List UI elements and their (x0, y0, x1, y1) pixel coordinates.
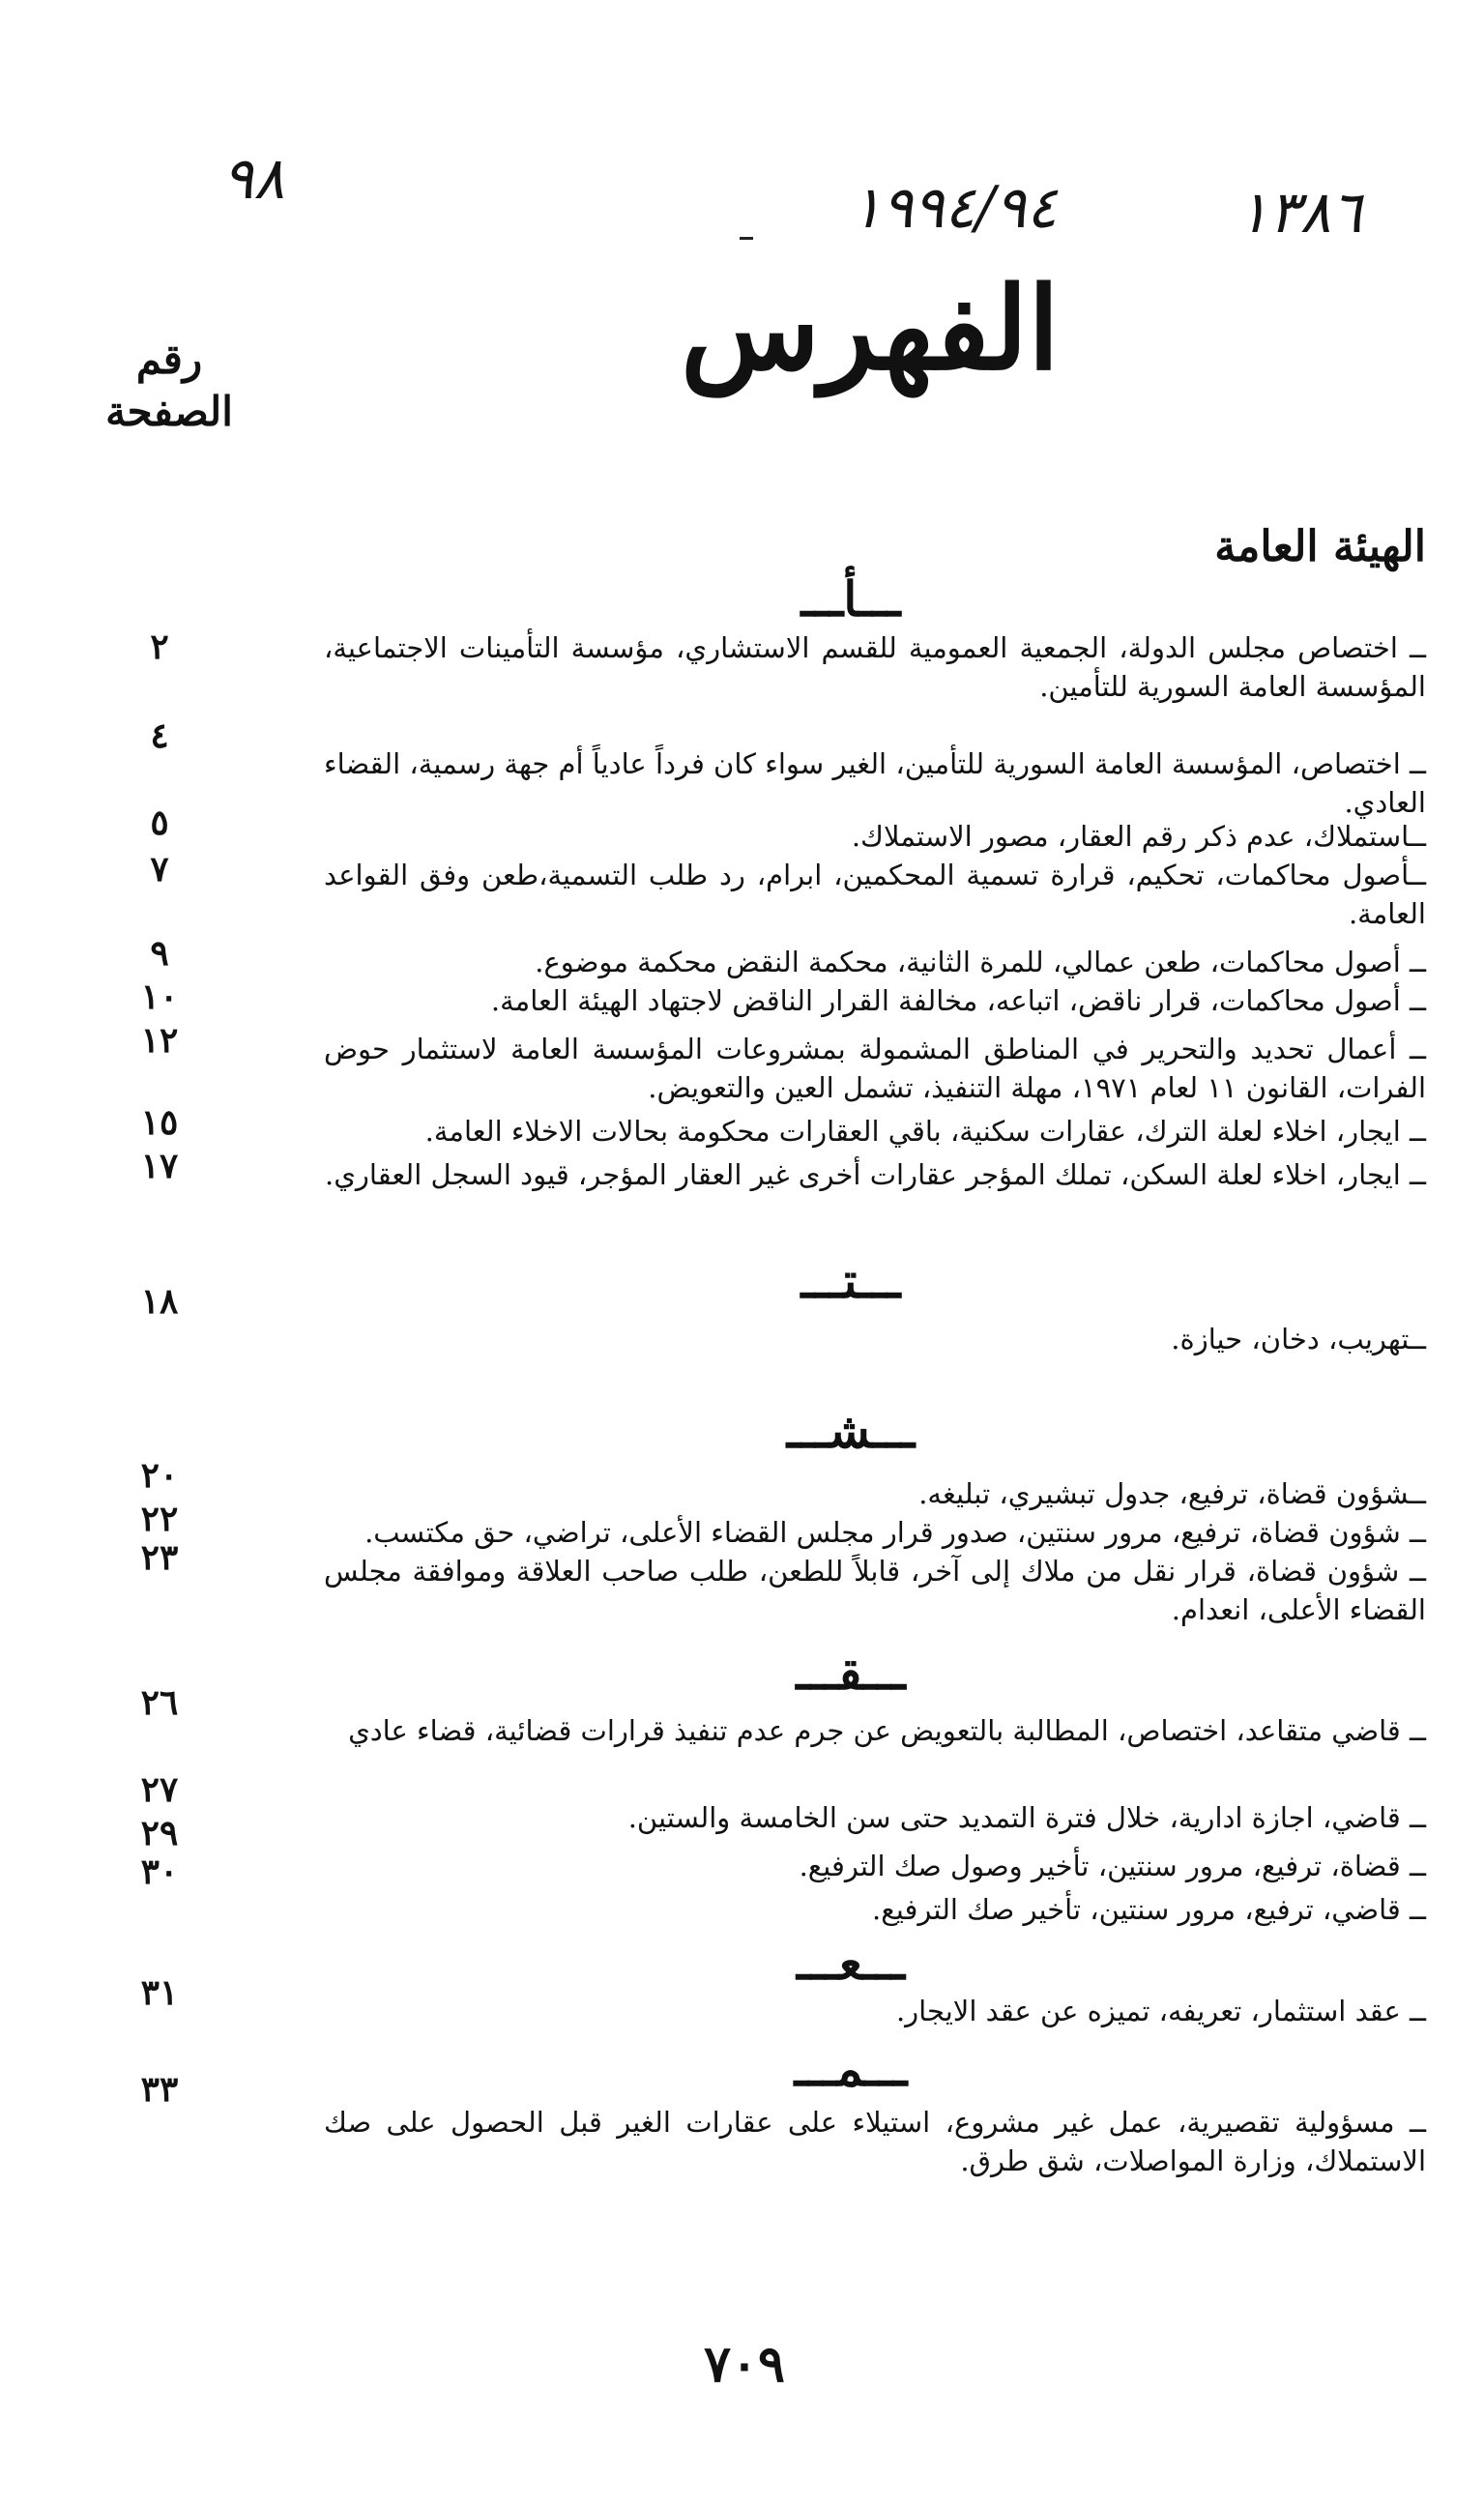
letter-heading-alef: ـــأـــ (800, 570, 901, 627)
index-entry: ــاستملاك، عدم ذكر رقم العقار، مصور الاستملاك. (851, 820, 1426, 853)
page-column-header-line2: الصفحة (105, 388, 233, 435)
page-number: ٢٧ (140, 1769, 179, 1810)
page-number: ٣٣ (140, 2069, 179, 2110)
index-entry: ــ ايجار، اخلاء لعلة الترك، عقارات سكنية، باقي العقارات محكومة بحالات الاخلاء العامة. (424, 1115, 1426, 1148)
index-entry: ــ قاضي متقاعد، اختصاص، المطالبة بالتعويض عن جرم عدم تنفيذ قرارات قضائية، قضاء عادي (348, 1714, 1426, 1747)
page-number: ٢٩ (140, 1813, 179, 1853)
index-entry: ــشؤون قضاة، ترفيع، جدول تبشيري، تبليغه. (918, 1477, 1426, 1510)
letter-heading-ain: ـــعـــ (796, 1934, 905, 1991)
page-number: ١٨ (140, 1281, 179, 1322)
handwritten-note-left: ٩٨ (222, 145, 285, 213)
page-number: ٤ (150, 715, 169, 756)
index-entry: ــ أعمال تحديد والتحرير في المناطق المشمولة بمشروعات المؤسسة العامة لاستثمار حوض الفرات، القانون ١١ لعام ١٩٧١، مهلة التنفيذ، تشمل العين والتعويض. (324, 1033, 1426, 1104)
letter-heading-shin: ـــشـــ (786, 1402, 916, 1459)
page-number: ٣١ (140, 1972, 179, 2013)
handwritten-note-number: ١٣٨٦ (1237, 179, 1362, 247)
page-number: ١٠ (140, 977, 179, 1017)
stray-dash (740, 237, 753, 240)
page-column-header-line1: رقم (135, 335, 203, 383)
letter-heading-ta: ـــتـــ (800, 1252, 901, 1309)
index-entry: ــ أصول محاكمات، طعن عمالي، للمرة الثانية، محكمة النقض محكمة موضوع. (535, 946, 1426, 978)
index-entry: ــ شؤون قضاة، ترفيع، مرور سنتين، صدور قرار مجلس القضاء الأعلى، تراضي، حق مكتسب. (364, 1516, 1426, 1549)
page-title: الفهرس (681, 261, 1060, 395)
page-number: ٢ (150, 627, 169, 667)
page-number: ٢٦ (140, 1682, 179, 1723)
page-number: ٣٠ (140, 1851, 179, 1892)
index-entry: ــ قاضي، اجازة ادارية، خلال فترة التمديد حتى سن الخامسة والستين. (627, 1801, 1426, 1834)
letter-heading-mim: ـــمـــ (794, 2040, 908, 2097)
page-number: ٢٢ (140, 1499, 179, 1539)
index-entry: ــ أصول محاكمات، قرار ناقض، اتباعه، مخالفة القرار الناقض لاجتهاد الهيئة العامة. (490, 984, 1426, 1017)
page-number: ٧ (150, 849, 169, 889)
index-entry: ــتهريب، دخان، حيازة. (1171, 1323, 1426, 1356)
index-entry: ــ مسؤولية تقصيرية، عمل غير مشروع، استيلاء على عقارات الغير قبل الحصول على صك الاستملاك، وزارة المواصلات، شق طرق. (324, 2106, 1426, 2177)
page-number: ١٢ (140, 1020, 179, 1061)
index-entry: ــ ايجار، اخلاء لعلة السكن، تملك المؤجر عقارات أخرى غير العقار المؤجر، قيود السجل العقاري. (324, 1158, 1426, 1191)
index-entry: ــ اختصاص مجلس الدولة، الجمعية العمومية للقسم الاستشاري، مؤسسة التأمينات الاجتماعية، المؤسسة العامة السورية للتأمين. (324, 631, 1426, 703)
page-number: ١٥ (140, 1102, 179, 1143)
letter-heading-qaf: ـــقـــ (796, 1644, 906, 1701)
index-entry: ــ قضاة، ترفيع، مرور سنتين، تأخير وصول صك الترفيع. (799, 1850, 1426, 1882)
index-entry: ــ عقد استثمار، تعريفه، تميزه عن عقد الايجار. (895, 1995, 1426, 2027)
handwritten-note-date: ١٩٩٤/٩٤ (851, 174, 1058, 242)
index-entry: ــأصول محاكمات، تحكيم، قرارة تسمية المحكمين، ابرام، رد طلب التسمية،طعن وفق القواعد العامة. (324, 859, 1426, 930)
index-entry: ــ اختصاص، المؤسسة العامة السورية للتأمين، الغير سواء كان فرداً عادياً أم جهة رسمية، القضاء العادي. (324, 747, 1426, 819)
page-number: ٩ (150, 933, 169, 974)
index-entry: ــ شؤون قضاة، قرار نقل من ملاك إلى آخر، قابلاً للطعن، طلب صاحب العلاقة وموافقة مجلس القضاء الأعلى، انعدام. (324, 1555, 1426, 1626)
page-number: ٢٣ (140, 1537, 179, 1578)
page-number: ٥ (150, 802, 169, 843)
page-number: ١٧ (140, 1146, 179, 1186)
index-entry: ــ قاضي، ترفيع، مرور سنتين، تأخير صك الترفيع. (872, 1893, 1426, 1926)
section-title: الهيئة العامة (1214, 522, 1426, 571)
footer-page-number: ٧٠٩ (704, 2335, 785, 2394)
page-column-header (68, 334, 271, 438)
page-number: ٢٠ (140, 1455, 179, 1496)
